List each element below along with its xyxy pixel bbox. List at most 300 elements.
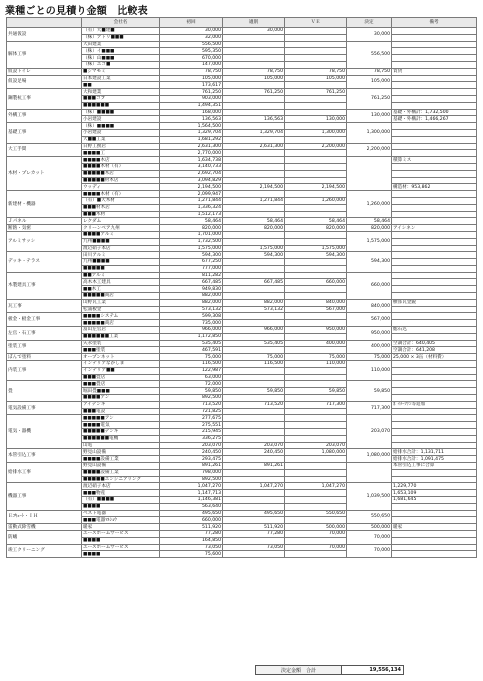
decided-amount-cell: 70,000 [347, 544, 392, 558]
revised-amount-cell [223, 82, 285, 89]
remarks-cell [392, 272, 477, 279]
ve-amount-cell [285, 496, 347, 503]
company-cell: 小岩建設 [82, 129, 160, 136]
ve-amount-cell [285, 333, 347, 340]
company-cell: インテリア■■ [82, 367, 160, 374]
company-cell: ■■■塗装 [82, 347, 160, 354]
category-cell: 畳 [7, 381, 82, 401]
revised-amount-cell [223, 265, 285, 272]
ve-amount-cell: 1,047,270 [285, 483, 347, 490]
ve-amount-cell: 58,464 [285, 218, 347, 225]
revised-amount-cell [223, 293, 285, 300]
company-cell: ■■■■システム [82, 313, 160, 320]
remarks-cell [392, 211, 477, 218]
ve-amount-cell: 500,000 [285, 524, 347, 531]
company-cell: ■■■■■ [82, 265, 160, 272]
ve-amount-cell [285, 293, 347, 300]
initial-amount-cell: 735,000 [160, 320, 223, 327]
category-cell: 鋼製杭工事 [7, 89, 82, 109]
revised-amount-cell [223, 170, 285, 177]
decided-amount-cell: 840,000 [347, 299, 392, 313]
remarks-cell [392, 129, 477, 136]
remarks-cell [392, 286, 477, 293]
initial-amount-cell: 811,282 [160, 272, 223, 279]
company-cell: 野見山設備 [82, 463, 160, 470]
remarks-cell [392, 143, 477, 150]
decided-amount-cell [347, 463, 392, 483]
table-row [7, 157, 477, 164]
ve-amount-cell [285, 265, 347, 272]
category-cell: 断熱・気密 [7, 225, 82, 232]
remarks-cell [392, 469, 477, 476]
remarks-cell [392, 163, 477, 170]
company-cell: 渡辺硝子本店 [82, 483, 160, 490]
remarks-cell [392, 395, 477, 402]
remarks-cell [392, 41, 477, 48]
ve-amount-cell: 1,260,000 [285, 197, 347, 204]
remarks-cell: 本管引込工事に合算 [392, 463, 477, 470]
revised-amount-cell [223, 211, 285, 218]
revised-amount-cell [223, 496, 285, 503]
ve-amount-cell [285, 313, 347, 320]
company-cell: ■■■コブ [82, 95, 160, 102]
ve-amount-cell [285, 102, 347, 109]
decided-amount-cell: 1,300,000 [347, 123, 392, 143]
ve-amount-cell [285, 463, 347, 470]
table-row [7, 123, 477, 130]
category-cell: 共通仮設 [7, 28, 82, 42]
ve-amount-cell [285, 367, 347, 374]
revised-amount-cell [223, 55, 285, 62]
remarks-cell [392, 429, 477, 436]
initial-amount-cell: 105,000 [160, 75, 223, 82]
category-cell: 瓦工事 [7, 299, 82, 313]
company-cell: （株）エコ■ [82, 61, 160, 68]
revised-amount-cell: 511,920 [223, 524, 285, 531]
ve-amount-cell: 70,000 [285, 530, 347, 537]
remarks-cell: 空調合計：640,405 [392, 340, 477, 347]
initial-amount-cell: 467,591 [160, 347, 223, 354]
ve-amount-cell: 717,300 [285, 401, 347, 408]
initial-amount-cell: 882,000 [160, 299, 223, 306]
initial-amount-cell: 594,300 [160, 252, 223, 259]
table-row [7, 28, 477, 35]
company-cell: ■■木工 [82, 286, 160, 293]
ve-amount-cell: 840,000 [285, 299, 347, 306]
initial-amount-cell: 277,675 [160, 415, 223, 422]
revised-amount-cell: 1,271,844 [223, 197, 285, 204]
table-row [7, 483, 477, 490]
ve-amount-cell [285, 55, 347, 62]
initial-amount-cell: 173,617 [160, 82, 223, 89]
remarks-cell: 横葺瓦金鋭 [392, 299, 477, 306]
revised-amount-cell [223, 286, 285, 293]
ve-amount-cell [285, 177, 347, 184]
decided-amount-cell: 58,464 [347, 218, 392, 225]
remarks-cell [392, 374, 477, 381]
initial-amount-cell: 72,000 [160, 381, 223, 388]
table-row [7, 463, 477, 470]
initial-amount-cell: 215,945 [160, 429, 223, 436]
category-cell: 基礎工事 [7, 123, 82, 143]
table-row [7, 361, 477, 368]
company-cell: オープンネット [82, 354, 160, 361]
remarks-cell [392, 231, 477, 238]
remarks-cell [392, 34, 477, 41]
company-cell: ■■■■■商店 [82, 320, 160, 327]
remarks-cell [392, 279, 477, 286]
revised-amount-cell [223, 422, 285, 429]
initial-amount-cell: 275,551 [160, 422, 223, 429]
table-row [7, 252, 477, 259]
revised-amount-cell [223, 48, 285, 55]
remarks-cell [392, 510, 477, 517]
category-cell: 仮設足場 [7, 75, 82, 89]
company-cell: ■■■物産 [82, 490, 160, 497]
initial-amount-cell: 1,494,351 [160, 102, 223, 109]
company-cell: 大和建業 [82, 89, 160, 96]
ve-amount-cell [285, 109, 347, 116]
ve-amount-cell [285, 422, 347, 429]
remarks-cell [392, 408, 477, 415]
table-row [7, 381, 477, 388]
grand-total [255, 665, 404, 675]
ve-amount-cell [285, 150, 347, 157]
table-body [7, 28, 477, 558]
grand-total-value: 19,556,134 [342, 666, 404, 675]
revised-amount-cell: 667,485 [223, 279, 285, 286]
revised-amount-cell: 1,329,704 [223, 129, 285, 136]
remarks-cell [392, 102, 477, 109]
company-cell: ■■■■■商店 [82, 293, 160, 300]
revised-amount-cell [223, 435, 285, 442]
initial-amount-cell: 556,500 [160, 41, 223, 48]
company-cell: ■■■材木店 [82, 204, 160, 211]
initial-amount-cell: 677,250 [160, 259, 223, 266]
initial-amount-cell: 73,050 [160, 544, 223, 551]
ve-amount-cell: 594,300 [285, 252, 347, 259]
ve-amount-cell: 2,200,000 [285, 143, 347, 150]
initial-amount-cell: 293,475 [160, 456, 223, 463]
table-row [7, 415, 477, 422]
initial-amount-cell: 78,750 [160, 68, 223, 75]
revised-amount-cell [223, 415, 285, 422]
remarks-cell: 基礎・外構計：1,466,267 [392, 116, 477, 123]
decided-amount-cell: 105,000 [347, 75, 392, 89]
initial-amount-cell: 1,564,500 [160, 123, 223, 130]
revised-amount-cell: 882,000 [223, 299, 285, 306]
company-cell: ■■■■木材（有） [82, 191, 160, 198]
category-cell: 内装工事 [7, 361, 82, 381]
category-cell: Ｅｺｷｭｰﾄ・ＩＨ [7, 510, 82, 524]
company-cell: 渡辺硝子本店 [82, 245, 160, 252]
remarks-cell [392, 293, 477, 300]
initial-amount-cell: 75,000 [160, 354, 223, 361]
revised-amount-cell [223, 347, 285, 354]
initial-amount-cell: 3,140,733 [160, 163, 223, 170]
revised-amount-cell [223, 272, 285, 279]
company-cell: ■■■畳店 [82, 381, 160, 388]
company-cell: ■■■■設備工業 [82, 456, 160, 463]
decided-amount-cell: 2,200,000 [347, 143, 392, 157]
initial-amount-cell: 966,000 [160, 327, 223, 334]
revised-amount-cell [223, 109, 285, 116]
table-row [7, 313, 477, 320]
category-cell: 防蟻 [7, 530, 82, 544]
company-cell: 野見山設備 [82, 449, 160, 456]
revised-amount-cell [223, 490, 285, 497]
ve-amount-cell [285, 272, 347, 279]
category-cell: 外構工事 [7, 109, 82, 123]
company-cell: （有）■大木材 [82, 197, 160, 204]
revised-amount-cell [223, 367, 285, 374]
revised-amount-cell: 136,563 [223, 116, 285, 123]
initial-amount-cell: 116,500 [160, 361, 223, 368]
remarks-cell [392, 367, 477, 374]
company-cell: ■■■■木材（有） [82, 163, 160, 170]
decided-amount-cell: 820,000 [347, 225, 392, 232]
revised-amount-cell [223, 320, 285, 327]
revised-amount-cell [223, 41, 285, 48]
initial-amount-cell: 1,329,704 [160, 129, 223, 136]
remarks-cell [392, 313, 477, 320]
ve-amount-cell: 130,000 [285, 116, 347, 123]
category-cell: 雷動式除雪機 [7, 524, 82, 531]
ve-amount-cell: 660,000 [285, 279, 347, 286]
decided-amount-cell: 30,000 [347, 28, 392, 42]
remarks-cell [392, 517, 477, 524]
page-title: 業種ごとの見積り金額 比較表 [5, 6, 148, 17]
ve-amount-cell [285, 286, 347, 293]
decided-amount-cell: 70,000 [347, 530, 392, 544]
revised-amount-cell [223, 429, 285, 436]
company-cell: ■■■■■■ [82, 102, 160, 109]
revised-amount-cell [223, 469, 285, 476]
initial-amount-cell: 721,825 [160, 408, 223, 415]
initial-amount-cell: 1,147,713 [160, 490, 223, 497]
initial-amount-cell: 820,000 [160, 225, 223, 232]
revised-amount-cell: 761,250 [223, 89, 285, 96]
company-cell: 大■■工業 [82, 136, 160, 143]
remarks-cell [392, 197, 477, 204]
remarks-cell [392, 123, 477, 130]
ve-amount-cell [285, 191, 347, 198]
ve-amount-cell [285, 48, 347, 55]
initial-amount-cell: 136,563 [160, 116, 223, 123]
remarks-cell: 1,681,645 [392, 496, 477, 503]
category-cell: 板金・板金工事 [7, 313, 82, 327]
revised-amount-cell: 713,520 [223, 401, 285, 408]
revised-amount-cell [223, 163, 285, 170]
initial-amount-cell: 892,500 [160, 395, 223, 402]
revised-amount-cell: 2,631,300 [223, 143, 285, 150]
initial-amount-cell: 164,850 [160, 537, 223, 544]
remarks-cell [392, 435, 477, 442]
revised-amount-cell: 30,000 [223, 28, 285, 35]
revised-amount-cell: 105,000 [223, 75, 285, 82]
revised-amount-cell [223, 259, 285, 266]
ve-amount-cell [285, 136, 347, 143]
company-cell: ベスト電器 [82, 510, 160, 517]
ve-amount-cell [285, 490, 347, 497]
initial-amount-cell: 1,575,000 [160, 245, 223, 252]
company-cell: （株）イ■■■ [82, 48, 160, 55]
ve-amount-cell [285, 28, 347, 35]
table-row [7, 218, 477, 225]
initial-amount-cell: 761,250 [160, 89, 223, 96]
remarks-cell: ﾎﾞｲﾗｰﾌｧﾝ等追加 [392, 401, 477, 408]
decided-amount-cell: 1,039,500 [347, 483, 392, 510]
ve-amount-cell: 78,750 [285, 68, 347, 75]
company-cell: 日野工務店 [82, 143, 160, 150]
remarks-cell: 給排水合計：1,131,711 [392, 449, 477, 456]
initial-amount-cell: 599,308 [160, 313, 223, 320]
remarks-cell [392, 191, 477, 198]
initial-amount-cell: 2,099,947 [160, 191, 223, 198]
remarks-cell [392, 150, 477, 157]
initial-amount-cell: 670,000 [160, 55, 223, 62]
ve-amount-cell [285, 170, 347, 177]
initial-amount-cell: 2,194,500 [160, 184, 223, 191]
revised-amount-cell [223, 191, 285, 198]
ve-amount-cell [285, 517, 347, 524]
table-row [7, 109, 477, 116]
company-cell: 大田建業 [82, 41, 160, 48]
category-cell: 給排水工事 [7, 463, 82, 483]
company-cell: ウッディ [82, 184, 160, 191]
initial-amount-cell: 535,405 [160, 340, 223, 347]
category-cell: 新建材・機器 [7, 191, 82, 218]
ve-amount-cell: 105,000 [285, 75, 347, 82]
remarks-cell: 基礎・外構計：1,732,500 [392, 109, 477, 116]
remarks-cell [392, 388, 477, 395]
initial-amount-cell: 2,631,300 [160, 143, 223, 150]
remarks-cell [392, 503, 477, 510]
table-row [7, 75, 477, 82]
initial-amount-cell: 3,094,829 [160, 177, 223, 184]
remarks-cell [392, 259, 477, 266]
table-row [7, 530, 477, 537]
company-cell: ■■■電設 [82, 408, 160, 415]
ve-amount-cell [285, 429, 347, 436]
category-cell: 木材・プレカット [7, 157, 82, 191]
ve-amount-cell [285, 82, 347, 89]
initial-amount-cell: 122,987 [160, 367, 223, 374]
revised-amount-cell [223, 238, 285, 245]
remarks-cell [392, 361, 477, 368]
remarks-cell: 25,000 × 3缶（材料費） [392, 354, 477, 361]
revised-amount-cell: 535,405 [223, 340, 285, 347]
remarks-cell: 空調合計：641,208 [392, 347, 477, 354]
remarks-cell [392, 530, 477, 537]
revised-amount-cell [223, 395, 285, 402]
decided-amount-cell: 400,000 [347, 340, 392, 354]
category-cell: 本管引込工事 [7, 449, 82, 463]
company-cell: クリーンベア九州 [82, 225, 160, 232]
initial-amount-cell: 903,000 [160, 95, 223, 102]
revised-amount-cell [223, 517, 285, 524]
remarks-cell [392, 28, 477, 35]
revised-amount-cell: 77,280 [223, 530, 285, 537]
decided-amount-cell: 1,260,000 [347, 191, 392, 218]
revised-amount-cell [223, 503, 285, 510]
company-cell: 松浦板金 [82, 306, 160, 313]
initial-amount-cell: 777,000 [160, 265, 223, 272]
ve-amount-cell [285, 211, 347, 218]
ve-amount-cell [285, 395, 347, 402]
remarks-cell [392, 82, 477, 89]
initial-amount-cell: 2,770,000 [160, 150, 223, 157]
initial-amount-cell: 75,600 [160, 551, 223, 558]
remarks-cell [392, 265, 477, 272]
initial-amount-cell: 495,650 [160, 510, 223, 517]
company-cell: ■■■■ [82, 551, 160, 558]
revised-amount-cell [223, 95, 285, 102]
revised-amount-cell [223, 333, 285, 340]
initial-amount-cell: 667,485 [160, 279, 223, 286]
company-cell: 山野瓦工業 [82, 299, 160, 306]
revised-amount-cell [223, 476, 285, 483]
table-row [7, 299, 477, 306]
ve-amount-cell: 1,300,000 [285, 129, 347, 136]
decided-amount-cell: 1,080,000 [347, 449, 392, 463]
initial-amount-cell: 59,850 [160, 388, 223, 395]
company-cell: ■■■■ [82, 537, 160, 544]
category-cell: 電気・器機 [7, 415, 82, 449]
decided-amount-cell [347, 157, 392, 191]
company-cell: （有）大■建■ [82, 28, 160, 35]
revised-amount-cell: 573,132 [223, 306, 285, 313]
table-row [7, 225, 477, 232]
table-row [7, 354, 477, 361]
company-cell: ■■■畳店 [82, 374, 160, 381]
decided-amount-cell: 550,650 [347, 510, 392, 524]
remarks-cell: 積算ミス [392, 157, 477, 164]
ve-amount-cell: 110,000 [285, 361, 347, 368]
company-cell: ■■■■アルミ [82, 231, 160, 238]
ve-amount-cell: 567,000 [285, 306, 347, 313]
initial-amount-cell: 30,000 [160, 28, 223, 35]
decided-amount-cell: 500,000 [347, 524, 392, 531]
initial-amount-cell: 798,000 [160, 469, 223, 476]
ve-amount-cell [285, 374, 347, 381]
revised-amount-cell: 1,575,000 [223, 245, 285, 252]
revised-amount-cell: 495,650 [223, 510, 285, 517]
ve-amount-cell [285, 123, 347, 130]
category-cell: デッキ・テラス [7, 252, 82, 272]
initial-amount-cell: 595,350 [160, 48, 223, 55]
initial-amount-cell: 563,640 [160, 503, 223, 510]
revised-amount-cell: 59,850 [223, 388, 285, 395]
table-row [7, 68, 477, 75]
company-cell: ■■■■アン [82, 395, 160, 402]
revised-amount-cell: 2,194,500 [223, 184, 285, 191]
table-row [7, 272, 477, 279]
ve-amount-cell [285, 259, 347, 266]
company-cell: （株）■■■■ [82, 109, 160, 116]
revised-amount-cell: 1,047,270 [223, 483, 285, 490]
initial-amount-cell: 2,692,704 [160, 170, 223, 177]
ve-amount-cell [285, 381, 347, 388]
initial-amount-cell: 1,634,738 [160, 157, 223, 164]
revised-amount-cell: 116,500 [223, 361, 285, 368]
ve-amount-cell [285, 238, 347, 245]
company-cell: ■■ [82, 82, 160, 89]
remarks-cell [392, 75, 477, 82]
category-cell: アルミサッシ [7, 231, 82, 251]
category-cell: 電気設備工事 [7, 401, 82, 415]
revised-amount-cell [223, 456, 285, 463]
